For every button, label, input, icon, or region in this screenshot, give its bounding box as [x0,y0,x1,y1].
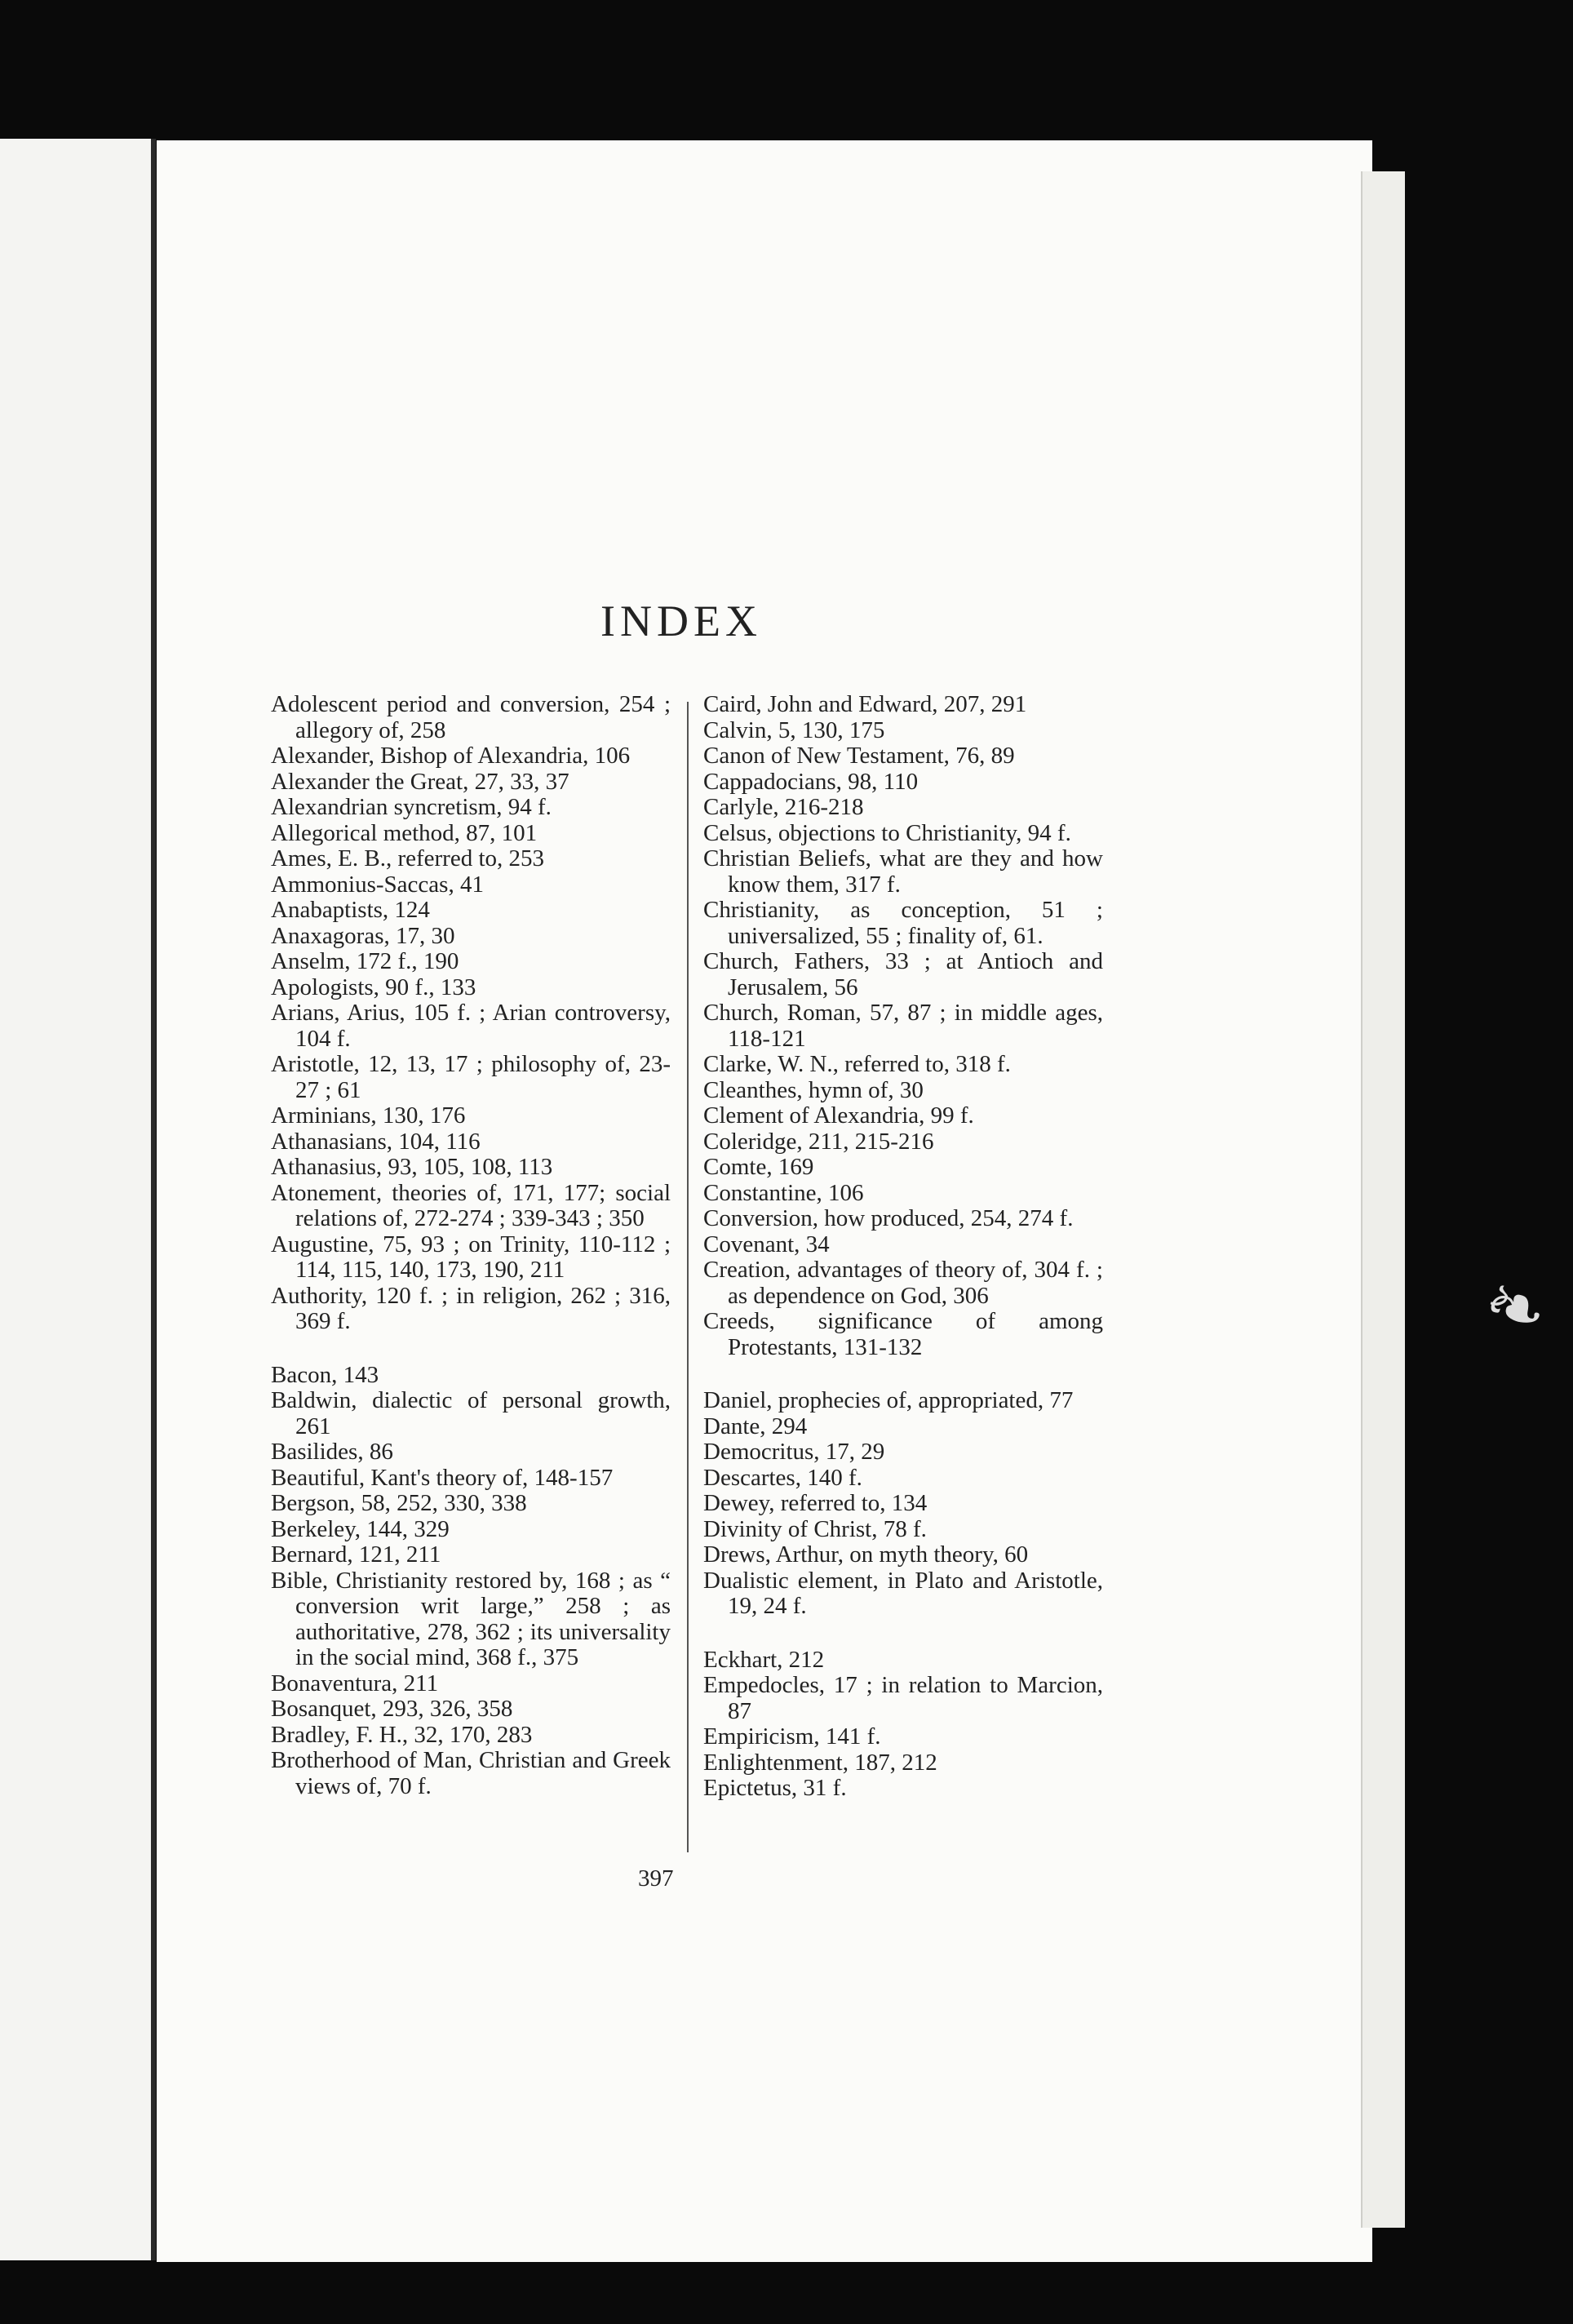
index-entry: Canon of New Testament, 76, 89 [703,743,1015,769]
index-entry: Eckhart, 212 [703,1646,825,1673]
index-entry: Anaxagoras, 17, 30 [271,922,455,949]
index-entry: Empedocles, 17 ; in relation to Marcion, 87 [703,1672,1103,1724]
page-number: 397 [638,1865,674,1892]
index-entry: Arminians, 130, 176 [271,1102,466,1129]
index-entry: Alexander the Great, 27, 33, 37 [271,768,569,795]
index-entry: Bernard, 121, 211 [271,1541,441,1568]
index-entry: Alexandrian syncretism, 94 f. [271,794,552,820]
index-entry: Constantine, 106 [703,1179,864,1206]
column-divider [687,702,689,1852]
index-entry: Creeds, significance of among Protestants, 131-132 [703,1308,1103,1360]
index-entry: Celsus, objections to Christianity, 94 f. [703,819,1071,846]
index-entry: Atonement, theories of, 171, 177; social relations of, 272-274 ; 339-343 ; 350 [271,1179,671,1231]
index-entry: Creation, advantages of theory of, 304 f. ; as dependence on God, 306 [703,1257,1103,1309]
index-entry: Empiricism, 141 f. [703,1723,881,1750]
index-title: INDEX [600,597,762,645]
index-entry: Allegorical method, 87, 101 [271,819,538,846]
index-entry: Bonaventura, 211 [271,1670,439,1696]
index-entry: Athanasians, 104, 116 [271,1128,481,1155]
index-entry: Basilides, 86 [271,1439,393,1465]
index-entry: Caird, John and Edward, 207, 291 [703,691,1027,717]
page-fore-edge [1361,171,1405,2228]
index-entry: Anabaptists, 124 [271,897,430,923]
index-entry: Coleridge, 211, 215-216 [703,1128,934,1155]
index-entry: Ames, E. B., referred to, 253 [271,845,545,872]
index-entry: Aristotle, 12, 13, 17 ; philosophy of, 23-27 ; 61 [271,1051,671,1103]
index-entry: Clarke, W. N., referred to, 318 f. [703,1051,1011,1077]
index-entry: Daniel, prophecies of, appropriated, 77 [703,1387,1074,1413]
index-entry: Democritus, 17, 29 [703,1439,885,1465]
index-entry: Apologists, 90 f., 133 [271,974,476,1000]
facing-page-edge [0,139,156,2260]
index-entry: Cappadocians, 98, 110 [703,768,919,795]
index-entry: Dante, 294 [703,1413,808,1439]
index-column-right [703,692,1103,1802]
index-entry: Alexander, Bishop of Alexandria, 106 [271,743,631,769]
letter-section-gap [271,1335,671,1363]
index-entry: Bible, Christianity restored by, 168 ; as “ conversion writ large,” 258 ; as authoritative, 278, 362 ; its universality in the social mind, 368 f., 375 [271,1567,671,1670]
index-entry: Epictetus, 31 f. [703,1775,847,1801]
index-entry: Athanasius, 93, 105, 108, 113 [271,1154,553,1180]
index-entry: Authority, 120 f. ; in religion, 262 ; 316, 369 f. [271,1282,671,1334]
letter-section-gap [703,1360,1103,1388]
letter-section-gap [703,1620,1103,1648]
index-entry: Bergson, 58, 252, 330, 338 [271,1490,527,1516]
index-entry: Bradley, F. H., 32, 170, 283 [271,1721,533,1748]
index-entry: Dualistic element, in Plato and Aristotle, 19, 24 f. [703,1567,1103,1619]
index-entry: Descartes, 140 f. [703,1464,862,1491]
index-entry: Carlyle, 216-218 [703,794,864,820]
index-entry: Christian Beliefs, what are they and how know them, 317 f. [703,845,1103,898]
index-entry: Clement of Alexandria, 99 f. [703,1102,974,1129]
index-entry: Beautiful, Kant's theory of, 148-157 [271,1464,614,1491]
index-entry: Divinity of Christ, 78 f. [703,1515,927,1542]
index-entry: Church, Roman, 57, 87 ; in middle ages, 118-121 [703,1000,1103,1052]
index-entry: Covenant, 34 [703,1231,830,1257]
index-entry: Anselm, 172 f., 190 [271,948,459,974]
index-entry: Augustine, 75, 93 ; on Trinity, 110-112 ; 114, 115, 140, 173, 190, 211 [271,1231,671,1283]
scan-artifact: ❧ [1473,1260,1558,1357]
index-entry: Adolescent period and conversion, 254 ; allegory of, 258 [271,691,671,743]
index-entry: Bosanquet, 293, 326, 358 [271,1696,513,1722]
index-entry: Christianity, as conception, 51 ; universalized, 55 ; finality of, 61. [703,897,1103,949]
index-entry: Berkeley, 144, 329 [271,1515,450,1542]
index-entry: Bacon, 143 [271,1361,379,1388]
index-entry: Arians, Arius, 105 f. ; Arian controversy, 104 f. [271,1000,671,1052]
index-entry: Calvin, 5, 130, 175 [703,716,885,743]
index-entry: Cleanthes, hymn of, 30 [703,1076,924,1103]
index-entry: Church, Fathers, 33 ; at Antioch and Jerusalem, 56 [703,948,1103,1000]
index-column-left [271,692,671,1799]
index-entry: Comte, 169 [703,1154,814,1180]
index-entry: Drews, Arthur, on myth theory, 60 [703,1541,1029,1568]
index-entry: Baldwin, dialectic of personal growth, 261 [271,1387,671,1439]
index-entry: Dewey, referred to, 134 [703,1490,928,1516]
index-entry: Brotherhood of Man, Christian and Greek views of, 70 f. [271,1747,671,1799]
index-entry: Conversion, how produced, 254, 274 f. [703,1205,1074,1231]
index-entry: Ammonius-Saccas, 41 [271,871,484,898]
index-entry: Enlightenment, 187, 212 [703,1749,937,1776]
